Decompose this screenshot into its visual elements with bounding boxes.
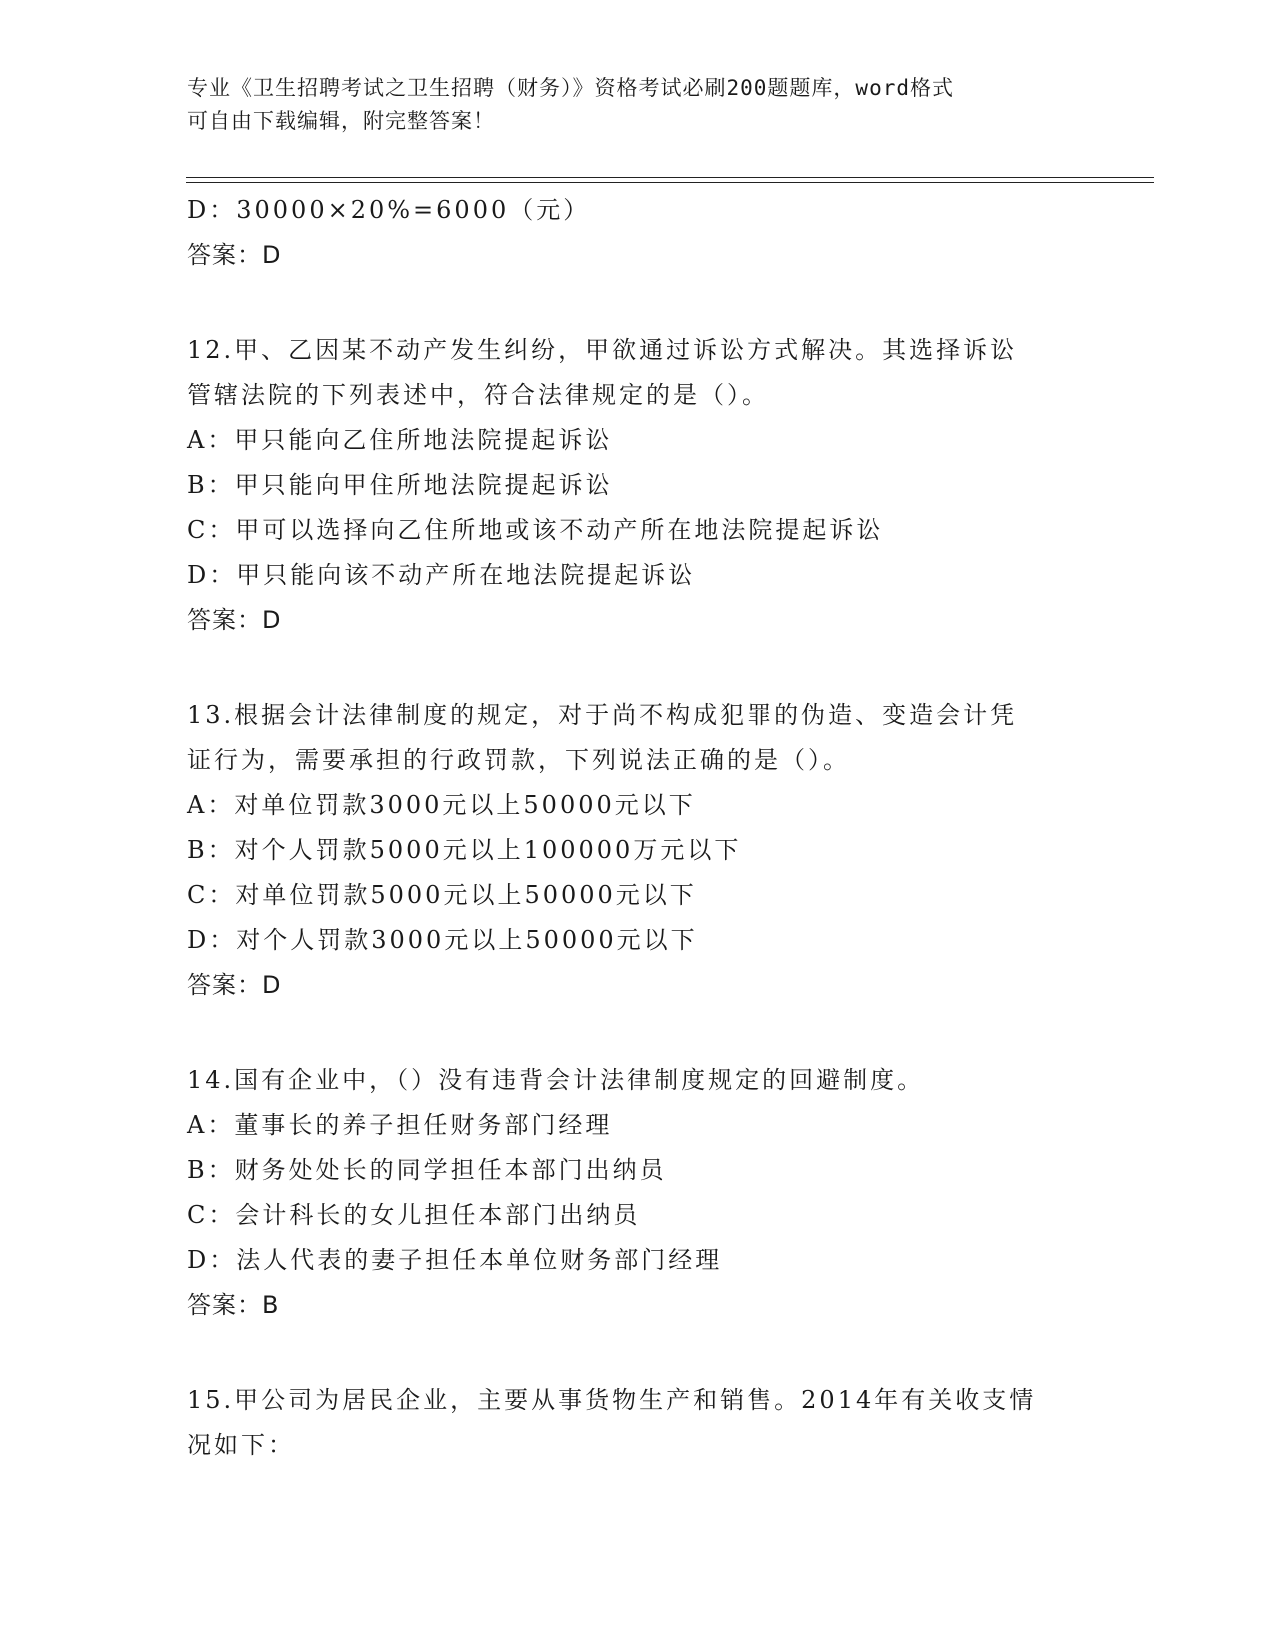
option-a: A：董事长的养子担任财务部门经理 bbox=[187, 1111, 613, 1139]
question-stem: 证行为，需要承担的行政罚款，下列说法正确的是（）。 bbox=[187, 746, 850, 774]
header-divider-top bbox=[186, 177, 1154, 178]
question-13 bbox=[187, 693, 1087, 1008]
spacer bbox=[187, 1008, 1087, 1058]
spacer bbox=[187, 643, 1087, 693]
option-d: D：法人代表的妻子担任本单位财务部门经理 bbox=[187, 1246, 723, 1274]
option-d: D：对个人罚款3000元以上50000元以下 bbox=[187, 926, 698, 954]
question-stem: 管辖法院的下列表述中，符合法律规定的是（）。 bbox=[187, 381, 769, 409]
option-b: B：财务处处长的同学担任本部门出纳员 bbox=[187, 1156, 667, 1184]
spacer bbox=[187, 278, 1087, 328]
option-d: D：甲只能向该不动产所在地法院提起诉讼 bbox=[187, 561, 696, 589]
answer: 答案：D bbox=[187, 971, 282, 999]
answer: 答案：D bbox=[187, 606, 282, 634]
question-list bbox=[187, 188, 1087, 1468]
question-stem: 况如下： bbox=[187, 1431, 295, 1459]
answer: 答案：D bbox=[187, 241, 282, 269]
option-b: B：甲只能向甲住所地法院提起诉讼 bbox=[187, 471, 613, 499]
option-d: D：30000×20%=6000（元） bbox=[187, 196, 591, 224]
question-stem: 12.甲、乙因某不动产发生纠纷，甲欲通过诉讼方式解决。其选择诉讼 bbox=[187, 336, 1018, 364]
header-line-2: 可自由下载编辑，附完整答案！ bbox=[187, 109, 495, 133]
document-header bbox=[187, 72, 1087, 138]
option-c: C：甲可以选择向乙住所地或该不动产所在地法院提起诉讼 bbox=[187, 516, 884, 544]
header-divider-bottom bbox=[186, 182, 1154, 183]
header-line-1: 专业《卫生招聘考试之卫生招聘（财务）》资格考试必刷200题题库，word格式 bbox=[187, 76, 954, 100]
option-a: A：甲只能向乙住所地法院提起诉讼 bbox=[187, 426, 613, 454]
option-a: A：对单位罚款3000元以上50000元以下 bbox=[187, 791, 696, 819]
question-stem: 15.甲公司为居民企业，主要从事货物生产和销售。2014年有关收支情 bbox=[187, 1386, 1037, 1414]
spacer bbox=[187, 1328, 1087, 1378]
question-14 bbox=[187, 1058, 1087, 1328]
answer: 答案：B bbox=[187, 1291, 280, 1319]
option-c: C：会计科长的女儿担任本部门出纳员 bbox=[187, 1201, 641, 1229]
question-15 bbox=[187, 1378, 1087, 1468]
question-stem: 14.国有企业中，（）没有违背会计法律制度规定的回避制度。 bbox=[187, 1066, 925, 1094]
question-12 bbox=[187, 328, 1087, 643]
option-c: C：对单位罚款5000元以上50000元以下 bbox=[187, 881, 697, 909]
question-stem: 13.根据会计法律制度的规定，对于尚不构成犯罪的伪造、变造会计凭 bbox=[187, 701, 1018, 729]
question-11-fragment bbox=[187, 188, 1087, 278]
option-b: B：对个人罚款5000元以上100000万元以下 bbox=[187, 836, 742, 864]
